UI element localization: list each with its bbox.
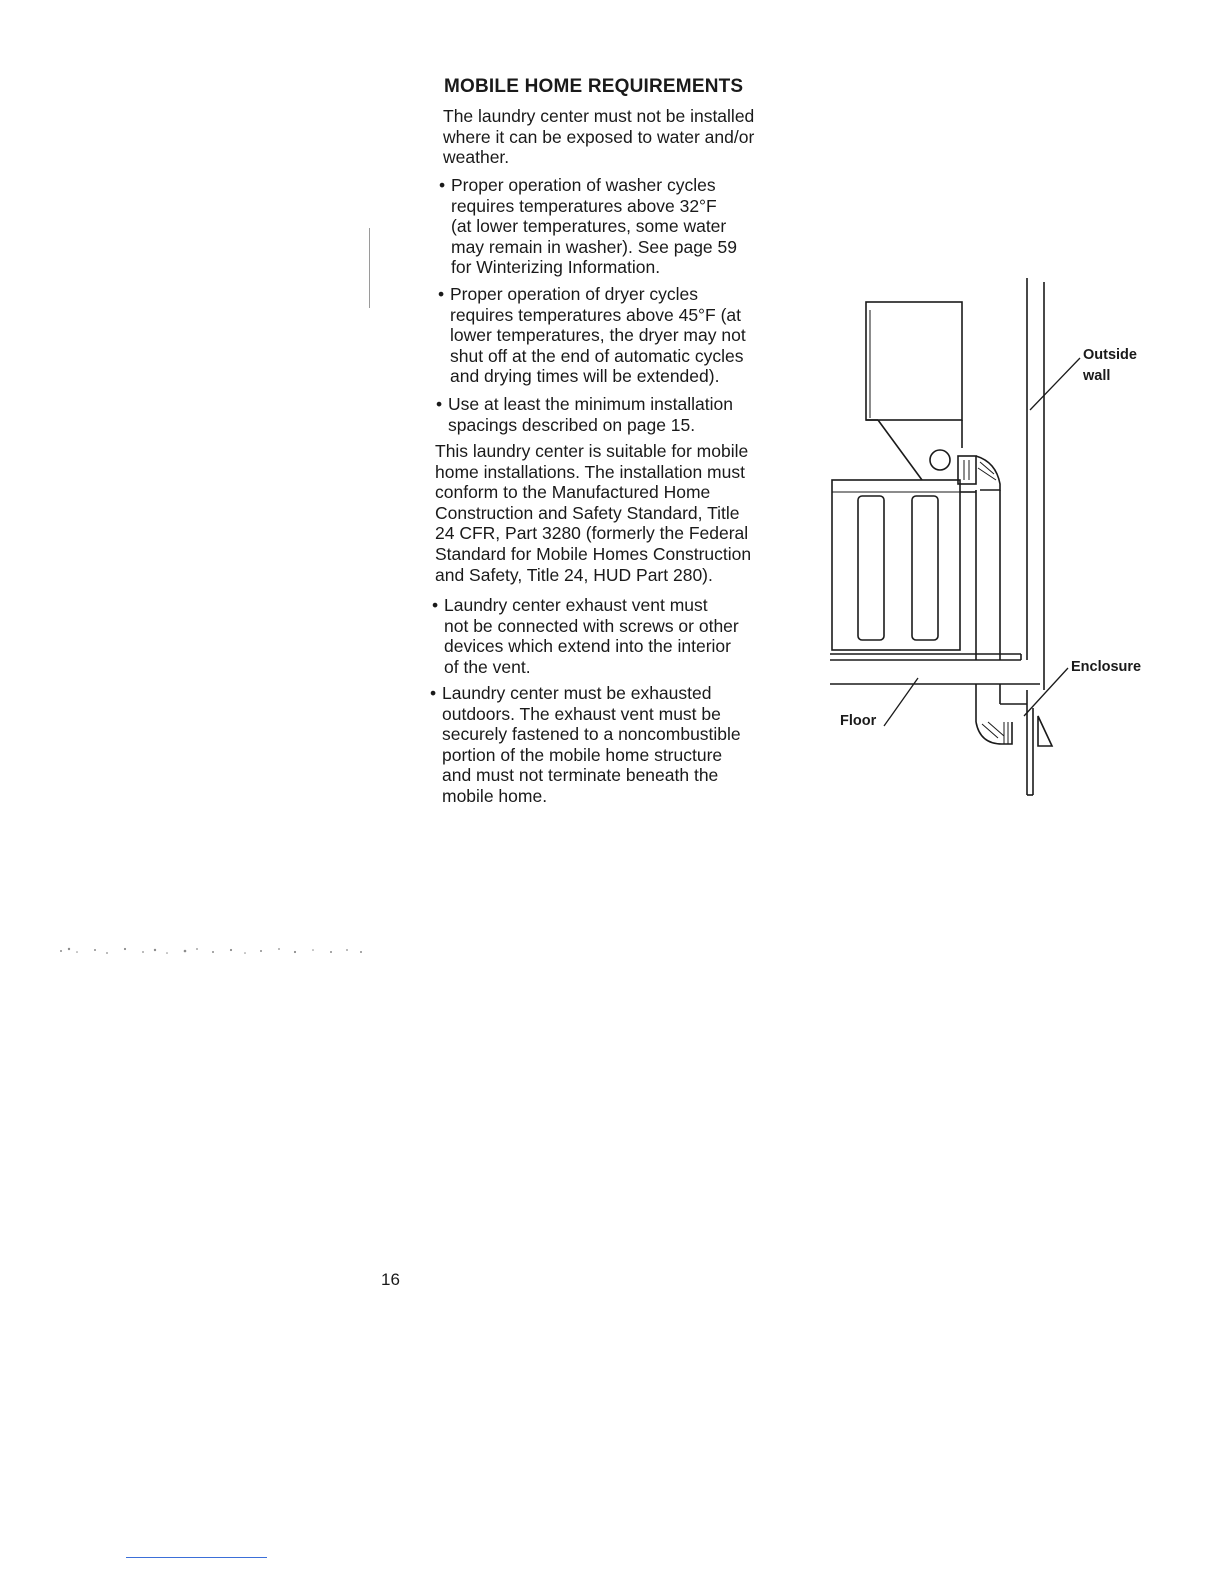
bullet-vent-screws: [432, 595, 739, 677]
washer-panel-left: [858, 496, 884, 640]
bullet-text: Proper operation of dryer cycles requires temperatures above 45°F (at lower temperatures, the dryer may not shut off at the end of automatic cycles and drying times will be extended).: [450, 284, 746, 387]
exhaust-elbow: [976, 722, 1012, 744]
label-outside: Outside: [1083, 347, 1137, 363]
bullet-dryer-temperature: [438, 284, 746, 387]
bullet-exhaust-outdoors: [430, 683, 741, 807]
bullet-text: Use at least the minimum installation spacings described on page 15.: [448, 394, 733, 435]
enclosure-leader: [1024, 668, 1068, 716]
bullet-text: Laundry center must be exhausted outdoors. The exhaust vent must be securely fastened to a noncombustible portion of the mobile home structure and must not terminate beneath the mobile home.: [442, 683, 741, 806]
outside-wall-leader: [1030, 358, 1080, 410]
dryer-cabinet: [866, 302, 962, 420]
dryer-knob: [930, 450, 950, 470]
label-enclosure: Enclosure: [1071, 659, 1142, 675]
bullet-washer-temperature: [439, 175, 737, 278]
dryer-vent-elbow: [976, 456, 1000, 490]
suitability-paragraph: This laundry center is suitable for mobile home installations. The installation must conform to the Manufactured Home Construction and Safety Standard, Title 24 CFR, Part 3280 (formerly the Federal Standard for Mobile Homes Construction and Safety, Title 24, HUD Part 280).: [435, 441, 752, 585]
scan-noise-specks: [55, 940, 375, 962]
bullet-text: Proper operation of washer cycles requires temperatures above 32°F (at lower temperatures, some water may remain in washer). See page 59 for Winterizing Information.: [451, 175, 737, 278]
scan-margin-mark: [369, 228, 370, 308]
bullet-glyph: •: [430, 683, 437, 703]
bullet-text: Laundry center exhaust vent must not be connected with screws or other devices which extend into the interior of the vent.: [444, 595, 739, 677]
intro-paragraph: The laundry center must not be installed where it can be exposed to water and/or weather.: [443, 106, 755, 168]
bullet-glyph: •: [438, 284, 445, 304]
page-number: 16: [381, 1270, 400, 1289]
bullet-glyph: •: [436, 394, 443, 414]
floor-leader: [884, 678, 918, 726]
section-heading: MOBILE HOME REQUIREMENTS: [444, 76, 744, 97]
bullet-glyph: •: [432, 595, 439, 615]
bullet-glyph: •: [439, 175, 446, 195]
scan-edge-line: [126, 1557, 267, 1558]
bullet-installation-spacings: [436, 394, 733, 435]
washer-panel-right: [912, 496, 938, 640]
exhaust-hood: [1038, 716, 1052, 746]
washer-cabinet: [832, 480, 960, 650]
label-wall: wall: [1083, 368, 1111, 384]
label-floor: Floor: [840, 713, 877, 729]
mobile-home-installation-diagram: [820, 270, 1160, 810]
